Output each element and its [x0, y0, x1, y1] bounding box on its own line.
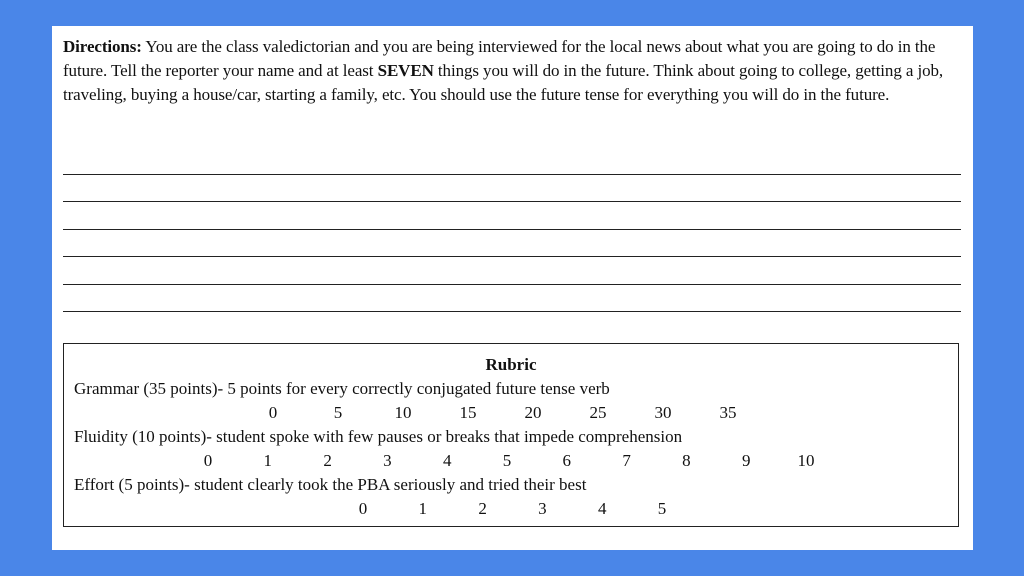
effort-score-option[interactable]: 2	[478, 499, 487, 518]
grammar-score-option[interactable]: 20	[524, 403, 542, 422]
grammar-score-option[interactable]: 5	[333, 403, 343, 422]
answer-line[interactable]	[63, 256, 961, 257]
fluidity-score-option[interactable]: 4	[442, 451, 452, 470]
grammar-score-option[interactable]: 30	[654, 403, 672, 422]
effort-score-option[interactable]: 0	[358, 499, 368, 518]
fluidity-score-option[interactable]: 1	[263, 451, 273, 470]
fluidity-score-option[interactable]: 5	[502, 451, 512, 470]
answer-line[interactable]	[63, 311, 961, 312]
fluidity-score-option[interactable]: 8	[682, 451, 691, 470]
fluidity-score-option[interactable]: 10	[797, 451, 815, 470]
grammar-score-option[interactable]: 35	[719, 403, 737, 422]
effort-score-option[interactable]: 5	[657, 499, 667, 518]
fluidity-criterion: Fluidity (10 points)- student spoke with few pauses or breaks that impede comprehension	[74, 427, 683, 446]
directions-paragraph	[63, 35, 963, 107]
answer-line[interactable]	[63, 229, 961, 230]
fluidity-score-option[interactable]: 3	[383, 451, 392, 470]
fluidity-score-option[interactable]: 0	[203, 451, 213, 470]
directions-emphasis: SEVEN	[377, 61, 434, 80]
fluidity-score-option[interactable]: 9	[741, 451, 751, 470]
fluidity-score-option[interactable]: 2	[323, 451, 332, 470]
answer-line[interactable]	[63, 284, 961, 285]
grammar-score-option[interactable]: 10	[394, 403, 412, 422]
directions-text-part2: things you will do in the future. Think about going to college, getting a job, traveling, buying a house/car, starting a family, etc. You should use the future tense for everything you will do in the future.	[63, 61, 944, 104]
rubric-title: Rubric	[485, 355, 537, 374]
fluidity-score-option[interactable]: 6	[562, 451, 572, 470]
answer-line[interactable]	[63, 174, 961, 175]
effort-criterion: Effort (5 points)- student clearly took the PBA seriously and tried their best	[74, 475, 587, 494]
fluidity-score-option[interactable]: 7	[622, 451, 631, 470]
grammar-score-option[interactable]: 25	[589, 403, 607, 422]
effort-score-option[interactable]: 3	[538, 499, 547, 518]
effort-score-option[interactable]: 1	[418, 499, 428, 518]
grammar-score-option[interactable]: 0	[268, 403, 278, 422]
effort-score-option[interactable]: 4	[597, 499, 607, 518]
rubric-box	[63, 343, 959, 527]
grammar-score-option[interactable]: 15	[459, 403, 477, 422]
directions-text-part1: You are the class valedictorian and you are being interviewed for the local news about what you are going to do in the future. Tell the reporter your name and at least	[63, 37, 936, 80]
directions-label: Directions:	[63, 37, 142, 56]
grammar-criterion: Grammar (35 points)- 5 points for every correctly conjugated future tense verb	[74, 379, 610, 398]
worksheet-page	[52, 26, 973, 550]
answer-line[interactable]	[63, 201, 961, 202]
